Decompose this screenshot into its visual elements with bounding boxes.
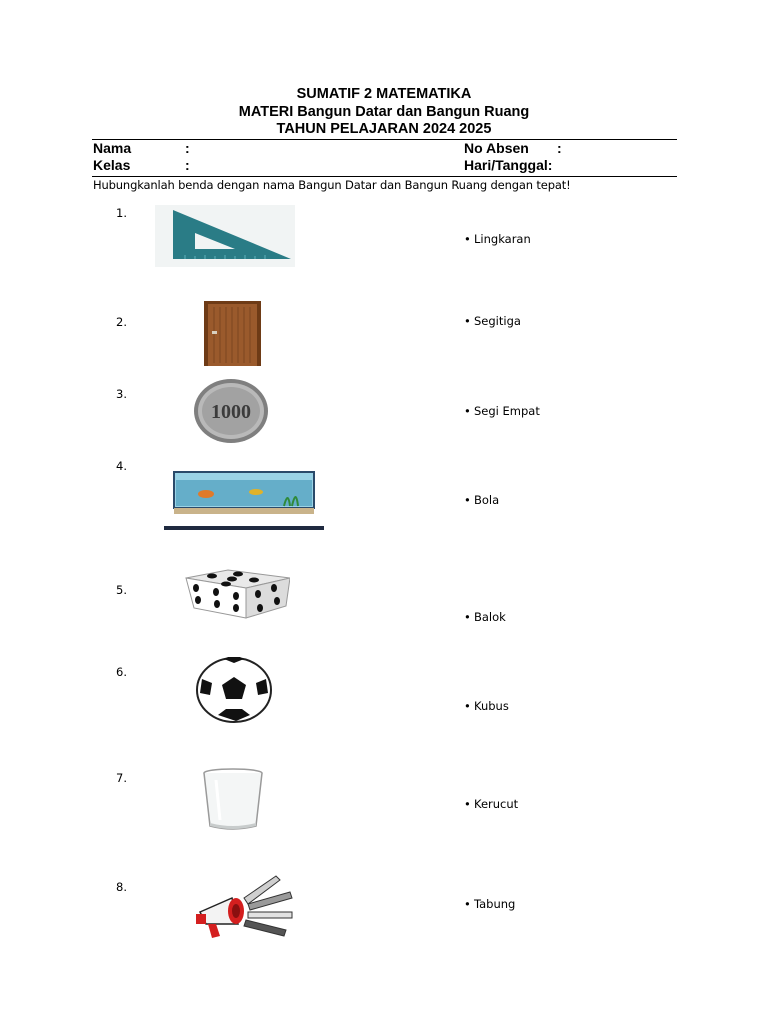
option-label: Lingkaran [474, 232, 531, 246]
bullet: • [464, 610, 471, 624]
bullet: • [464, 699, 471, 713]
item-number: 3. [116, 387, 127, 401]
bullet: • [464, 493, 471, 507]
glass-icon [202, 768, 264, 832]
absen-label: No Absen [464, 140, 529, 156]
option-item [464, 797, 518, 811]
bullet: • [464, 404, 471, 418]
coin-value-text: 1000 [211, 401, 251, 423]
nama-colon: : [185, 140, 190, 156]
aquarium-icon [164, 460, 324, 532]
option-label: Kubus [474, 699, 509, 713]
set-square-icon [155, 205, 295, 267]
hari-tanggal-label: Hari/Tanggal: [464, 157, 553, 173]
option-item [464, 493, 499, 507]
coin-icon [192, 378, 270, 444]
option-label: Kerucut [474, 797, 519, 811]
bullet: • [464, 232, 471, 246]
item-number: 6. [116, 665, 127, 679]
bullet: • [464, 797, 471, 811]
option-item [464, 404, 540, 418]
item-number: 2. [116, 315, 127, 329]
item-number: 7. [116, 771, 127, 785]
worksheet-title: SUMATIF 2 MATEMATIKA [296, 86, 472, 102]
worksheet-year: TAHUN PELAJARAN 2024 2025 [276, 121, 492, 137]
bullet: • [464, 897, 471, 911]
option-item [464, 314, 521, 328]
worksheet-subject: MATERI Bangun Datar dan Bangun Ruang [238, 104, 530, 120]
dice-icon [184, 568, 290, 620]
absen-colon: : [557, 140, 562, 156]
kelas-label: Kelas [93, 157, 131, 173]
soccer-ball-icon [196, 657, 272, 723]
door-icon [204, 301, 261, 366]
bullet: • [464, 314, 471, 328]
megaphone-icon [192, 872, 298, 944]
option-item [464, 610, 506, 624]
option-label: Tabung [474, 897, 516, 911]
kelas-colon: : [185, 157, 190, 173]
item-number: 1. [116, 206, 127, 220]
header-top-rule [92, 139, 677, 140]
option-item [464, 897, 515, 911]
item-number: 4. [116, 459, 127, 473]
option-item [464, 699, 509, 713]
item-number: 8. [116, 880, 127, 894]
nama-label: Nama [93, 140, 132, 156]
option-label: Segitiga [474, 314, 521, 328]
item-number: 5. [116, 583, 127, 597]
option-label: Segi Empat [474, 404, 540, 418]
option-label: Bola [474, 493, 500, 507]
option-label: Balok [474, 610, 506, 624]
option-item [464, 232, 531, 246]
instruction-text: Hubungkanlah benda dengan nama Bangun Datar dan Bangun Ruang dengan tepat! [93, 178, 571, 192]
